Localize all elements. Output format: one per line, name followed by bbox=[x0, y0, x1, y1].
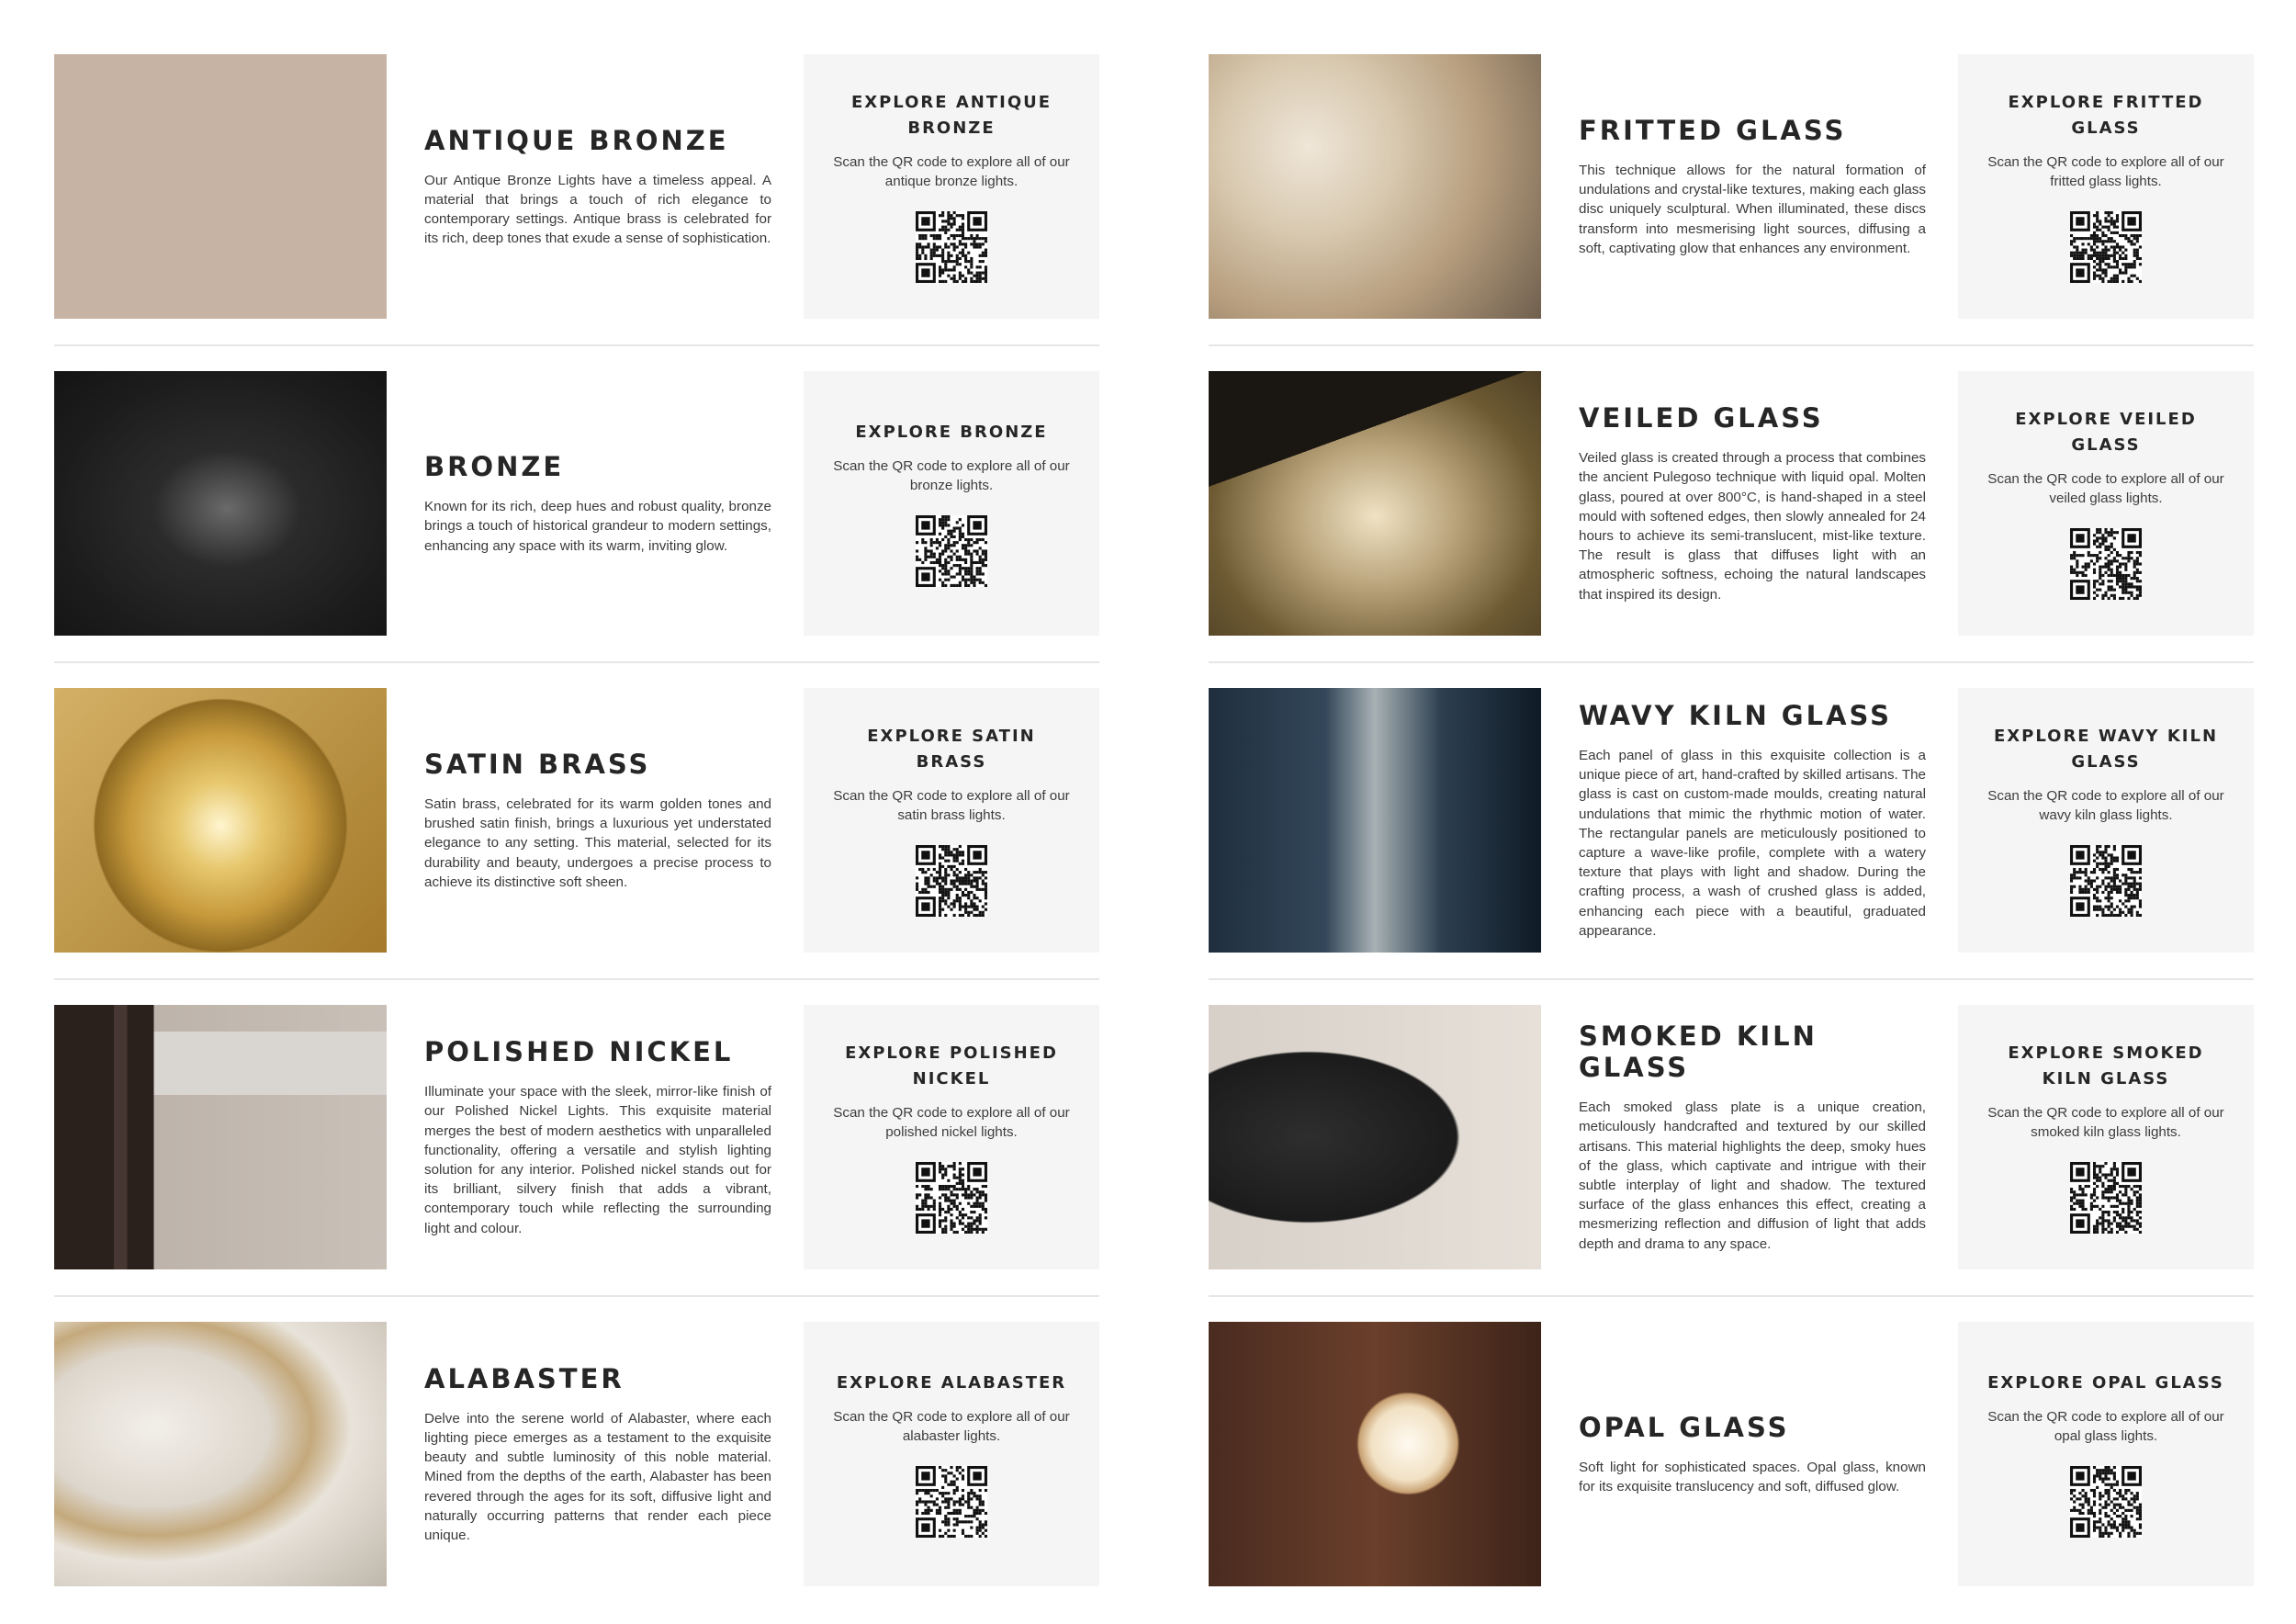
qr-panel-text: Scan the QR code to explore all of our smoked kiln glass lights. bbox=[1987, 1105, 2224, 1140]
row-divider bbox=[1209, 978, 2254, 980]
qr-panel-title: EXPLORE WAVY KILN GLASS bbox=[1993, 727, 2219, 772]
row-divider bbox=[1209, 344, 2254, 346]
qr-panel bbox=[1958, 371, 2254, 636]
material-title: ALABASTER bbox=[424, 1362, 625, 1394]
material-description: Each smoked glass plate is a unique creation, meticulously handcrafted and textured by our skilled artisans. This material highlights the deep, smoky hues of the glass, which captivate and intrigue with their subtle interplay of light and shadow. The textured surface of the glass enhances this effect, creating a mesmerizing reflection and diffusion of light that adds depth and drama to any space. bbox=[1579, 1100, 1926, 1252]
material-description: Our Antique Bronze Lights have a timeless appeal. A material that brings a touch of rich elegance to contemporary settings. Antique brass is celebrated for its rich, deep tones that exude a sense of sophistication. bbox=[424, 172, 771, 247]
material-info bbox=[1579, 1005, 1926, 1269]
material-info bbox=[424, 688, 771, 953]
material-photo bbox=[1209, 1322, 1541, 1586]
qr-code[interactable] bbox=[2070, 211, 2142, 283]
qr-panel-text: Scan the QR code to explore all of our veiled glass lights. bbox=[1987, 471, 2224, 506]
material-title: OPAL GLASS bbox=[1579, 1411, 1790, 1443]
qr-panel bbox=[804, 1005, 1099, 1269]
material-title: POLISHED NICKEL bbox=[424, 1036, 734, 1068]
material-info bbox=[424, 1005, 771, 1269]
qr-panel-title: EXPLORE ANTIQUE BRONZE bbox=[850, 93, 1052, 138]
material-row bbox=[1209, 1005, 2254, 1269]
material-description: Soft light for sophisticated spaces. Opal glass, known for its exquisite translucency and soft, diffused glow. bbox=[1579, 1459, 1926, 1494]
material-title: WAVY KILN GLASS bbox=[1579, 699, 1893, 731]
qr-panel-text: Scan the QR code to explore all of our fritted glass lights. bbox=[1987, 154, 2224, 189]
material-info bbox=[424, 1322, 771, 1586]
row-divider bbox=[54, 661, 1099, 663]
qr-panel-title: EXPLORE POLISHED NICKEL bbox=[845, 1043, 1058, 1088]
material-description: Known for its rich, deep hues and robust quality, bronze brings a touch of historical grandeur to modern settings, enhancing any space with its warm, inviting glow. bbox=[424, 499, 771, 554]
material-row bbox=[54, 371, 1099, 636]
qr-panel-title: EXPLORE ALABASTER bbox=[836, 1373, 1067, 1393]
qr-panel-text: Scan the QR code to explore all of our polished nickel lights. bbox=[833, 1105, 1070, 1140]
qr-panel-title: EXPLORE FRITTED GLASS bbox=[2008, 93, 2204, 138]
qr-panel bbox=[804, 688, 1099, 953]
row-divider bbox=[1209, 1295, 2254, 1297]
qr-panel-title: EXPLORE SATIN BRASS bbox=[867, 727, 1036, 772]
material-photo bbox=[1209, 1005, 1541, 1269]
qr-code[interactable] bbox=[2070, 845, 2142, 917]
qr-panel bbox=[804, 54, 1099, 319]
qr-code[interactable] bbox=[916, 1162, 987, 1234]
material-row bbox=[54, 688, 1099, 953]
qr-code[interactable] bbox=[916, 845, 987, 917]
material-info bbox=[424, 54, 771, 319]
qr-panel-title: EXPLORE OPAL GLASS bbox=[1987, 1373, 2224, 1393]
qr-code[interactable] bbox=[916, 515, 987, 587]
material-info bbox=[1579, 54, 1926, 319]
material-description: Each panel of glass in this exquisite collection is a unique piece of art, hand-crafted by skilled artisans. The glass is cast on custom-made moulds, creating natural undulations that mimic the rhythmic motion of water. The rectangular panels are meticulously positioned to capture a wave-like profile, complete with a watery texture that plays with light and shadow. During the crafting process, a wash of crushed glass is added, enhancing each piece with a beautiful, graduated appearance. bbox=[1579, 747, 1926, 939]
material-photo bbox=[54, 1005, 387, 1269]
material-description: Satin brass, celebrated for its warm golden tones and brushed satin finish, brings a luxurious yet understated elegance to any setting. This material, selected for its durability and beauty, undergoes a precise process to achieve its distinctive soft sheen. bbox=[424, 795, 771, 890]
qr-panel bbox=[1958, 688, 2254, 953]
qr-panel-text: Scan the QR code to explore all of our antique bronze lights. bbox=[833, 154, 1070, 189]
material-title: ANTIQUE BRONZE bbox=[424, 124, 729, 156]
material-description: Illuminate your space with the sleek, mirror-like finish of our Polished Nickel Lights. This exquisite material merges the best of modern aesthetics with unparalleled functionality, offering a versatile and stylish lighting solution for any interior. Polished nickel stands out for its brilliant, silvery finish that adds a vibrant, contemporary touch while reflecting the surrounding light and colour. bbox=[424, 1084, 771, 1236]
qr-panel bbox=[804, 1322, 1099, 1586]
right-column bbox=[1209, 54, 2254, 1586]
material-photo bbox=[54, 54, 387, 319]
material-photo bbox=[54, 1322, 387, 1586]
qr-code[interactable] bbox=[2070, 1466, 2142, 1538]
material-row bbox=[54, 1005, 1099, 1269]
material-info bbox=[424, 371, 771, 636]
material-description: This technique allows for the natural formation of undulations and crystal-like textures, making each glass disc uniquely sculptural. When illuminated, these discs transform into mesmerising light sources, diffusing a soft, captivating glow that enhances any environment. bbox=[1579, 162, 1926, 256]
qr-panel-text: Scan the QR code to explore all of our wavy kiln glass lights. bbox=[1987, 788, 2224, 823]
qr-panel-text: Scan the QR code to explore all of our bronze lights. bbox=[833, 458, 1070, 493]
material-title: SMOKED KILN GLASS bbox=[1579, 1021, 1818, 1084]
row-divider bbox=[54, 1295, 1099, 1297]
material-row bbox=[1209, 1322, 2254, 1586]
qr-panel bbox=[1958, 1322, 2254, 1586]
material-photo bbox=[1209, 54, 1541, 319]
material-title: BRONZE bbox=[424, 451, 565, 483]
qr-code[interactable] bbox=[2070, 1162, 2142, 1234]
qr-panel-title: EXPLORE VEILED GLASS bbox=[2015, 410, 2197, 455]
qr-panel-title: EXPLORE SMOKED KILN GLASS bbox=[2008, 1043, 2204, 1088]
material-photo bbox=[54, 371, 387, 636]
left-column bbox=[54, 54, 1099, 1586]
material-title: VEILED GLASS bbox=[1579, 402, 1824, 434]
qr-panel-text: Scan the QR code to explore all of our alabaster lights. bbox=[833, 1409, 1070, 1444]
material-info bbox=[1579, 371, 1926, 636]
row-divider bbox=[1209, 661, 2254, 663]
qr-code[interactable] bbox=[916, 1466, 987, 1538]
material-info bbox=[1579, 688, 1926, 953]
material-title: FRITTED GLASS bbox=[1579, 114, 1847, 146]
material-row bbox=[1209, 688, 2254, 953]
material-photo bbox=[1209, 688, 1541, 953]
material-row bbox=[1209, 371, 2254, 636]
material-photo bbox=[54, 688, 387, 953]
qr-panel bbox=[804, 371, 1099, 636]
row-divider bbox=[54, 978, 1099, 980]
row-divider bbox=[54, 344, 1099, 346]
material-title: SATIN BRASS bbox=[424, 748, 651, 780]
material-info bbox=[1579, 1322, 1926, 1586]
material-description: Delve into the serene world of Alabaster, where each lighting piece emerges as a testament to the exquisite beauty and subtle luminosity of this noble material. Mined from the depths of the earth, Alabaster has been revered through the ages for its soft, diffusive light and naturally occurring patterns that render each piece unique. bbox=[424, 1410, 771, 1543]
qr-panel-text: Scan the QR code to explore all of our satin brass lights. bbox=[833, 788, 1070, 823]
material-description: Veiled glass is created through a process that combines the ancient Pulegoso technique with liquid opal. Molten glass, poured at over 800°C, is hand-shaped in a steel mould with softened edges, then slowly annealed for 24 hours to achieve its semi-translucent, mist-like texture. The result is glass that diffuses light with an atmospheric softness, echoing the natural landscapes that inspired its design. bbox=[1579, 450, 1926, 603]
material-row bbox=[54, 1322, 1099, 1586]
material-photo bbox=[1209, 371, 1541, 636]
qr-panel-text: Scan the QR code to explore all of our opal glass lights. bbox=[1987, 1409, 2224, 1444]
material-row bbox=[1209, 54, 2254, 319]
material-row bbox=[54, 54, 1099, 319]
qr-panel bbox=[1958, 1005, 2254, 1269]
qr-panel-title: EXPLORE BRONZE bbox=[855, 423, 1048, 442]
qr-panel bbox=[1958, 54, 2254, 319]
qr-code[interactable] bbox=[916, 211, 987, 283]
qr-code[interactable] bbox=[2070, 528, 2142, 600]
